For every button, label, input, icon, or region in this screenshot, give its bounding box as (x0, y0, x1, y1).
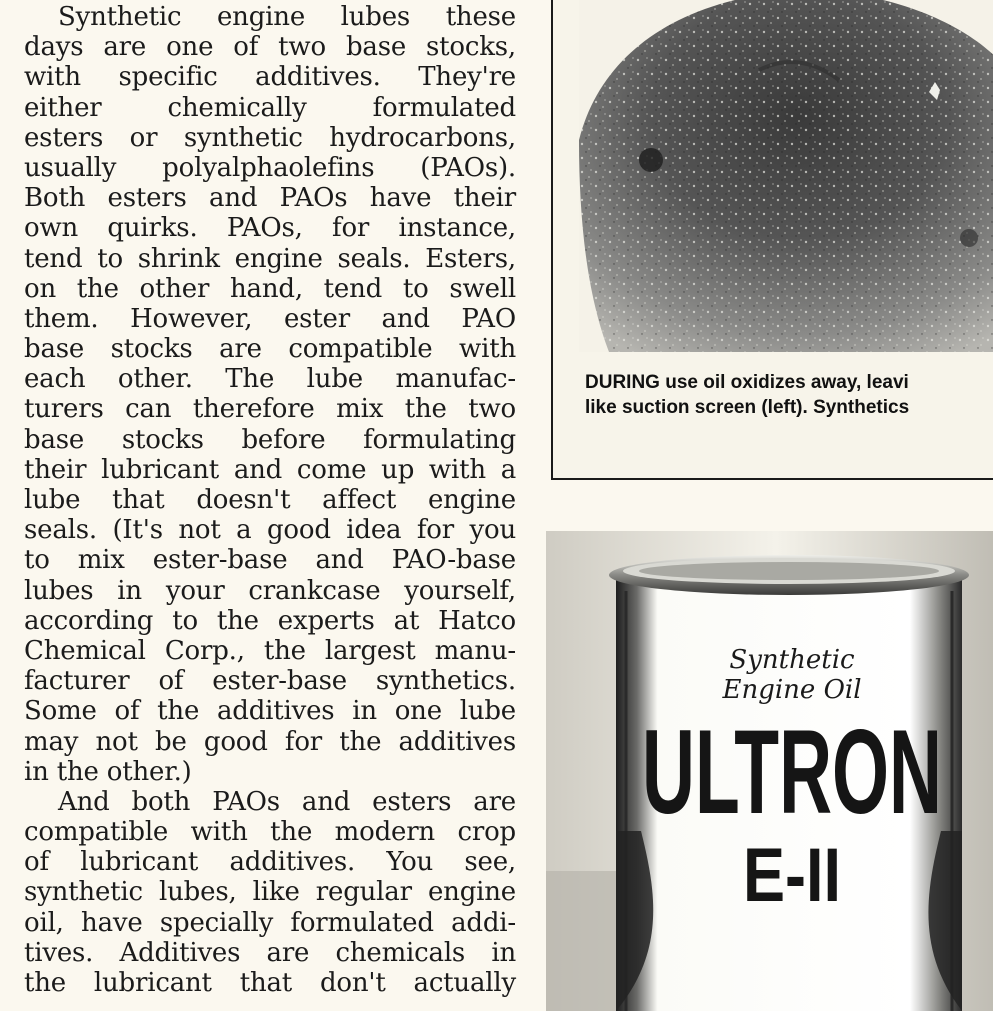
article-line: lube that doesn't affect engine (24, 485, 516, 515)
article-line: in the other.) (24, 756, 192, 787)
article-line: tend to shrink engine seals. Esters, (24, 243, 516, 274)
oxidized-screen-photo (579, 0, 993, 352)
article-line: either chemically formulated (24, 92, 516, 123)
article-line: esters or synthetic hydrocarbons, (24, 122, 516, 153)
can-script-line: Synthetic (729, 645, 855, 675)
article-line: them. However, ester and PAO (24, 303, 516, 334)
can-model: E-II (743, 833, 841, 918)
article-column (24, 2, 516, 998)
article-line: to mix ester-base and PAO-base (24, 545, 516, 576)
caption-line: like suction screen (left). Synthetics (585, 397, 910, 418)
article-line: according to the experts at Hatco (24, 605, 516, 636)
article-line: seals. (It's not a good idea for you (24, 515, 516, 546)
article-line: synthetic lubes, like regular engine (24, 877, 516, 908)
article-line: tives. Additives are chemicals in (24, 937, 516, 968)
article-line: Chemical Corp., the largest manu- (24, 635, 516, 666)
article-line: base stocks before formulating (24, 424, 516, 455)
article-line: Both esters and PAOs have their (24, 183, 516, 214)
can-script-line: Engine Oil (722, 675, 862, 705)
article-line: compatible with the modern crop (24, 817, 516, 848)
article-line: may not be good for the additives (24, 726, 516, 757)
photo-figure (551, 0, 993, 480)
article-line: usually polyalphaolefins (PAOs). (24, 152, 516, 183)
article-line: oil, have specially formulated addi- (24, 907, 516, 938)
photo-caption (585, 370, 909, 420)
article-line: facturer of ester-base synthetics. (24, 666, 516, 697)
article-line: their lubricant and come up with a (24, 454, 516, 485)
article-line: own quirks. PAOs, for instance, (24, 213, 516, 244)
article-line: with specific additives. They're (24, 62, 516, 93)
article-line: the lubricant that don't actually (24, 968, 516, 998)
article-line: on the other hand, tend to swell (24, 273, 516, 304)
can-brand: ULTRON (642, 705, 942, 839)
article-line: turers can therefore mix the two (24, 394, 516, 425)
caption-line: DURING use oil oxidizes away, leavi (585, 372, 909, 393)
article-line: lubes in your crankcase yourself, (24, 575, 516, 606)
article-line: days are one of two base stocks, (24, 32, 516, 63)
article-line: And both PAOs and esters are (58, 786, 516, 817)
article-line: base stocks are compatible with (24, 334, 516, 365)
oil-can-photo (546, 531, 993, 1011)
article-line: Synthetic engine lubes these (58, 2, 516, 32)
article-line: Some of the additives in one lube (24, 696, 516, 727)
article-line: of lubricant additives. You see, (24, 847, 516, 878)
article-line: each other. The lube manufac- (24, 364, 516, 395)
